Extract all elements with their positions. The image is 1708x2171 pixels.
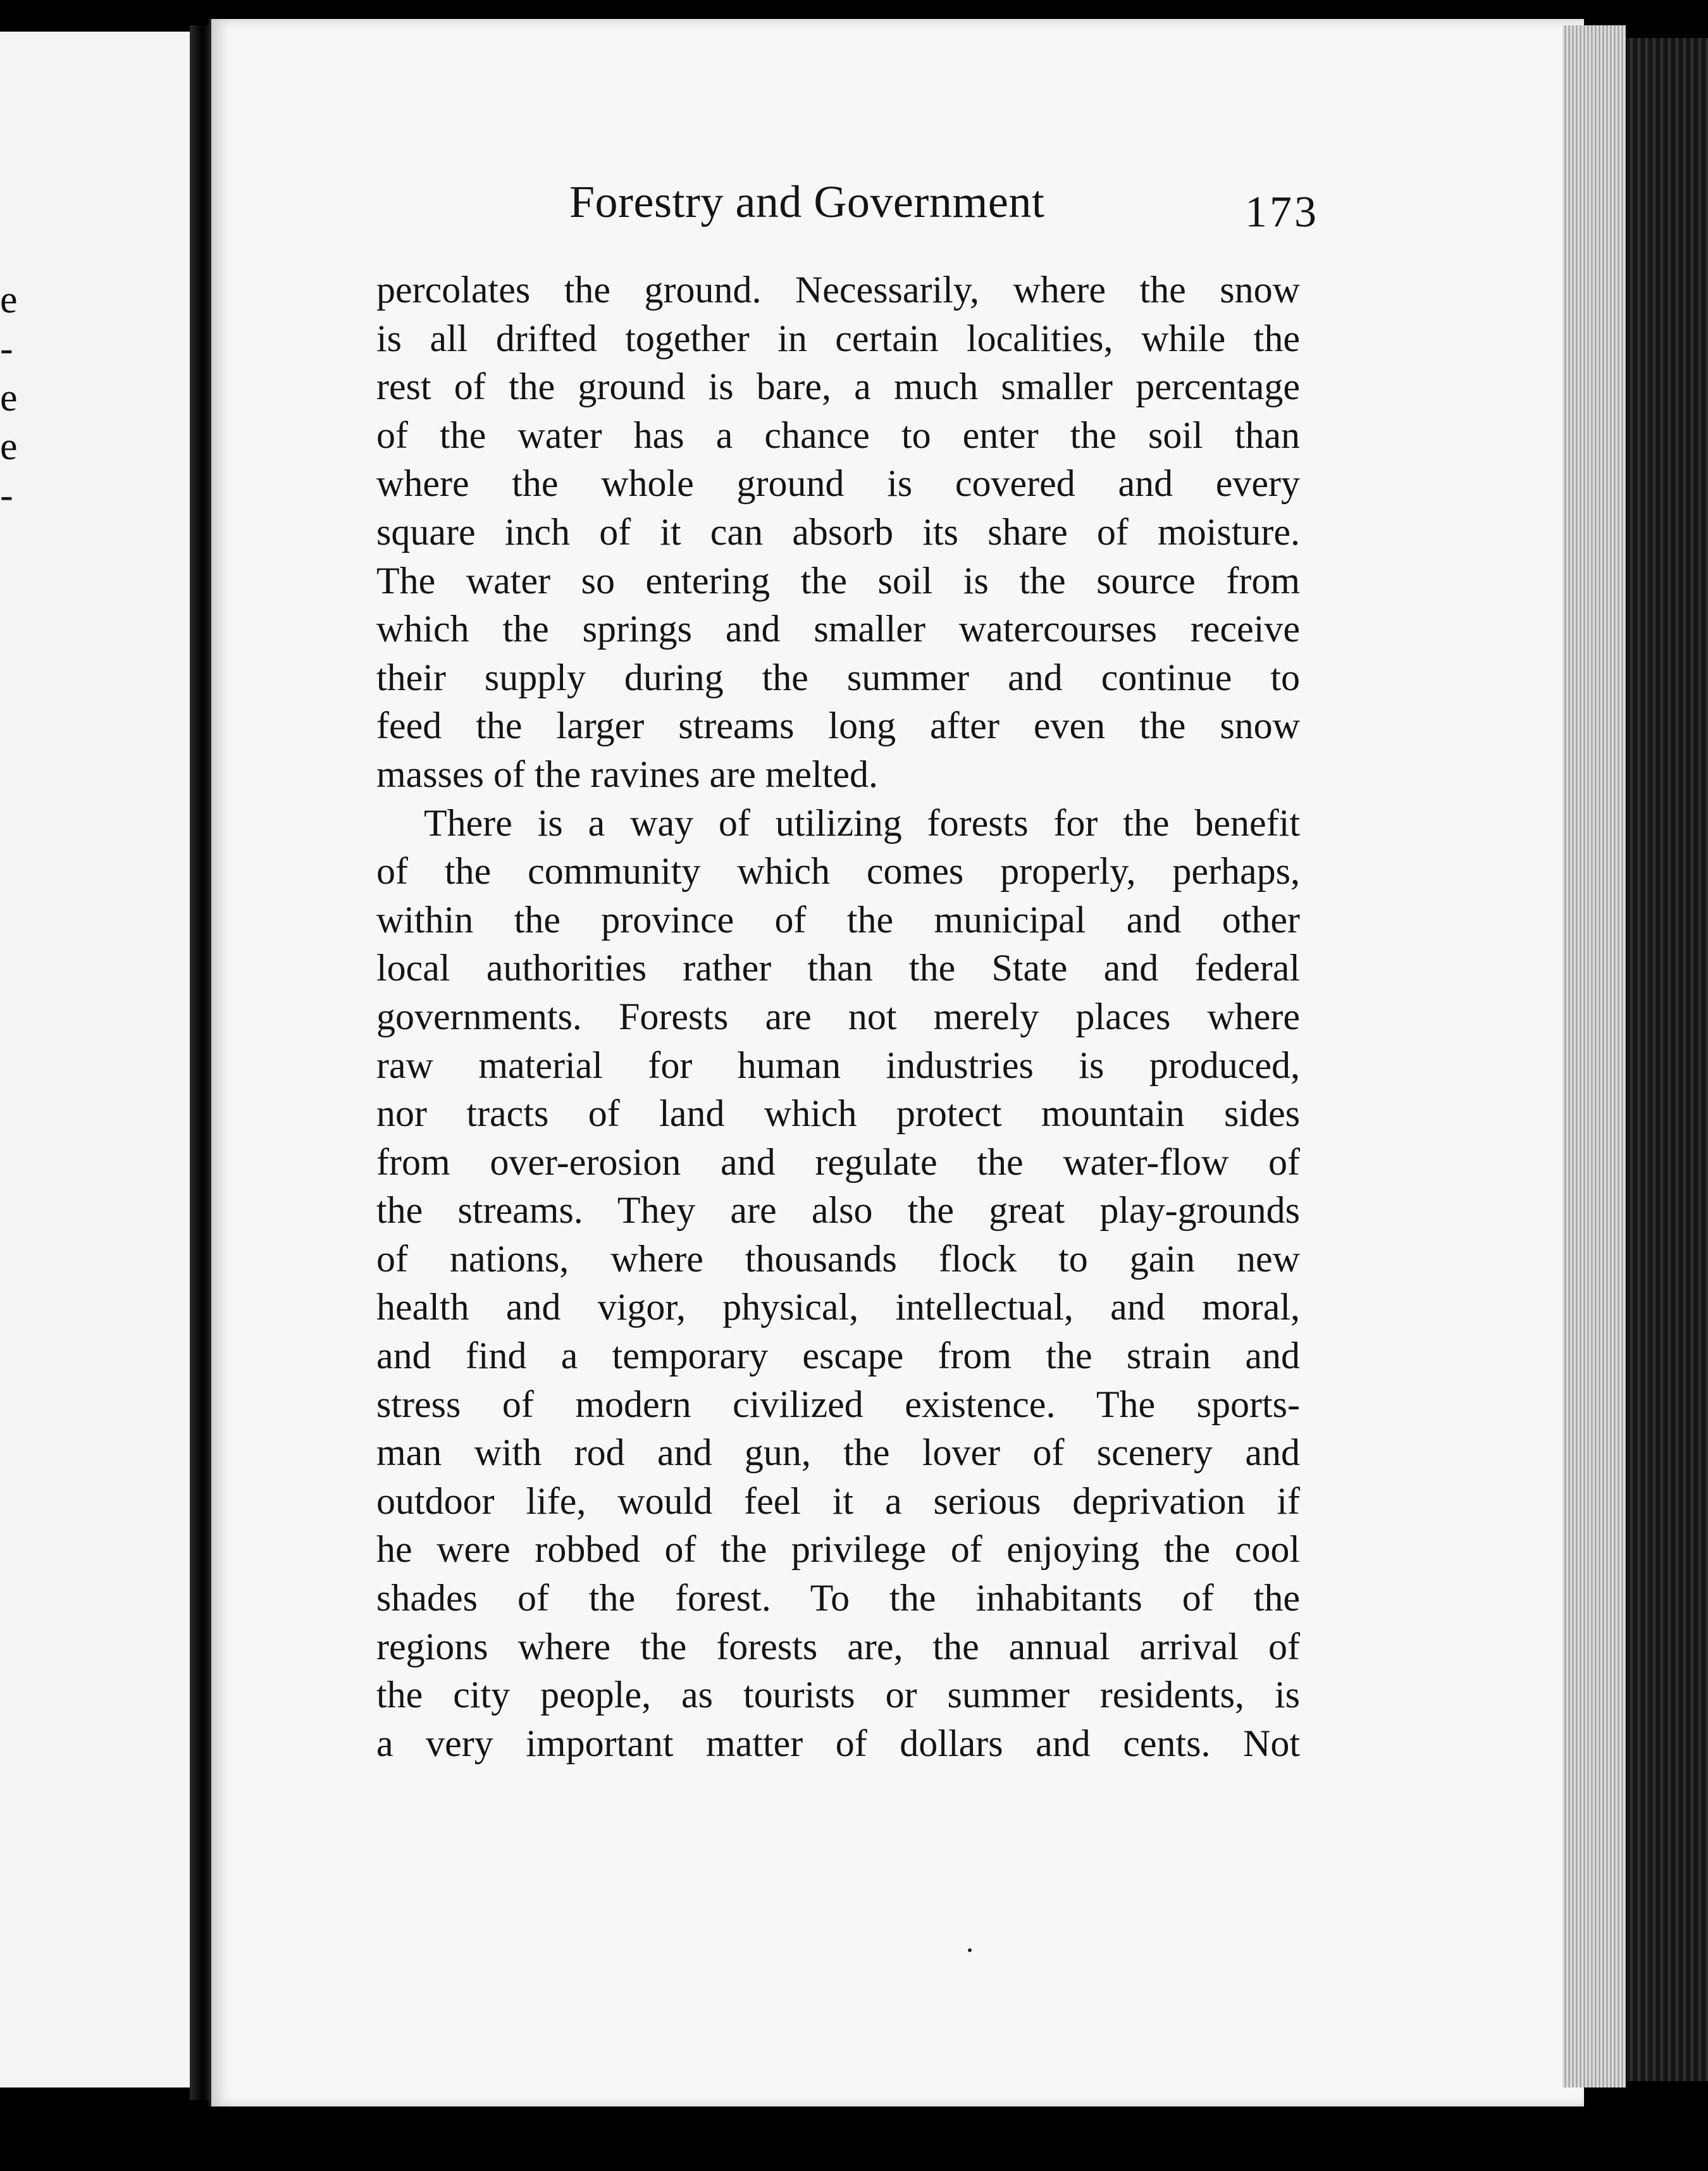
page-edges bbox=[1563, 25, 1626, 2088]
text-line: feed the larger streams long after even the snow bbox=[376, 705, 1300, 747]
text-line: There is a way of utilizing forests for the benefit bbox=[424, 801, 1300, 844]
left-page-fragment: - bbox=[0, 327, 13, 370]
paper-speck bbox=[968, 1948, 972, 1952]
text-line: a very important matter of dollars and cents. Not bbox=[376, 1722, 1300, 1764]
page-number: 173 bbox=[1245, 188, 1319, 237]
text-line: raw material for human industries is produced, bbox=[376, 1044, 1300, 1086]
body-text bbox=[376, 266, 1300, 1767]
text-line: nor tracts of land which protect mountain sides bbox=[376, 1092, 1300, 1135]
running-title: Forestry and Government bbox=[569, 176, 1045, 227]
text-line: governments. Forests are not merely places where bbox=[376, 995, 1300, 1037]
left-page-fragment: e bbox=[0, 376, 18, 419]
left-page-fragment: e bbox=[0, 425, 18, 468]
text-line: where the whole ground is covered and every bbox=[376, 462, 1300, 505]
left-page-fragment: - bbox=[0, 474, 13, 517]
book-cover-edge bbox=[1626, 38, 1708, 2081]
text-line: their supply during the summer and continue to bbox=[376, 656, 1300, 698]
text-line: square inch of it can absorb its share of moisture. bbox=[376, 510, 1300, 553]
text-line: local authorities rather than the State and federal bbox=[376, 947, 1300, 989]
text-line: percolates the ground. Necessarily, where the snow bbox=[376, 269, 1300, 311]
paragraph-2 bbox=[376, 799, 1300, 1768]
text-line: the streams. They are also the great play-grounds bbox=[376, 1189, 1300, 1232]
text-line: health and vigor, physical, intellectual, and moral, bbox=[376, 1286, 1300, 1328]
text-line: shades of the forest. To the inhabitants of the bbox=[376, 1577, 1300, 1619]
text-line: man with rod and gun, the lover of scenery and bbox=[376, 1432, 1300, 1474]
paragraph-1 bbox=[376, 266, 1300, 799]
text-line: and find a temporary escape from the strain and bbox=[376, 1335, 1300, 1377]
text-line: masses of the ravines are melted. bbox=[376, 753, 879, 795]
text-line: outdoor life, would feel it a serious deprivation if bbox=[376, 1480, 1300, 1522]
text-line: which the springs and smaller watercourses receive bbox=[376, 608, 1300, 650]
text-line: regions where the forests are, the annual arrival of bbox=[376, 1625, 1300, 1667]
text-line: rest of the ground is bare, a much smaller percentage bbox=[376, 366, 1300, 408]
text-line: of the community which comes properly, perhaps, bbox=[376, 850, 1300, 893]
text-line: stress of modern civilized existence. The sports- bbox=[376, 1383, 1300, 1425]
text-line: of nations, where thousands flock to gain new bbox=[376, 1237, 1300, 1280]
text-line: from over-erosion and regulate the water-flow of bbox=[376, 1141, 1300, 1183]
text-line: of the water has a chance to enter the soil than bbox=[376, 414, 1300, 456]
text-line: he were robbed of the privilege of enjoying the cool bbox=[376, 1528, 1300, 1571]
text-line: within the province of the municipal and other bbox=[376, 898, 1300, 941]
text-line: The water so entering the soil is the source from bbox=[376, 559, 1300, 602]
text-line: is all drifted together in certain localities, while the bbox=[376, 317, 1300, 359]
text-line: the city people, as tourists or summer residents, is bbox=[376, 1674, 1300, 1716]
left-facing-page bbox=[0, 32, 206, 2088]
left-page-fragment: e bbox=[0, 278, 18, 321]
